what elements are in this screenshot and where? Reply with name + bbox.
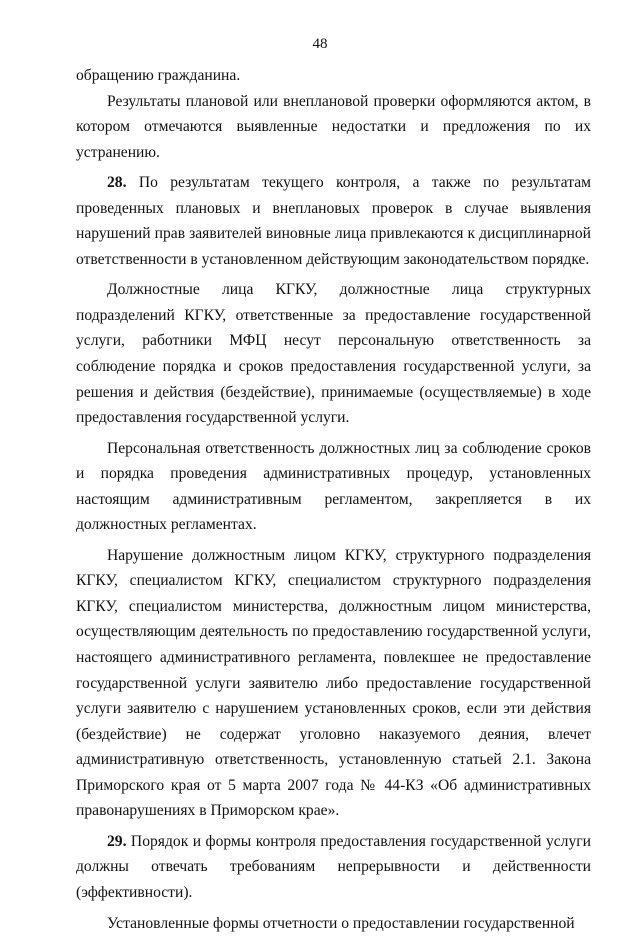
page-number: 48 — [0, 37, 640, 52]
paragraph-text: Персональная ответственность должностных лиц за соблюдение сроков и порядка проведения административных процедур, установленных настоящим административным регламентом, закрепляется в их должностных регламентах. — [76, 440, 591, 534]
paragraph-personal-responsibility — [76, 436, 591, 538]
paragraph-text: Порядок и формы контроля предоставления государственной услуги должны отвечать требованиям непрерывности и действенности (эффективности). — [76, 833, 591, 901]
paragraph-continuation — [76, 63, 591, 89]
paragraph-28 — [76, 170, 591, 272]
document-body — [76, 63, 591, 936]
paragraph-officials-responsibility — [76, 277, 591, 430]
paragraph-violation — [76, 543, 591, 824]
paragraph-inspection-results — [76, 89, 591, 166]
paragraph-text: обращению гражданина. — [76, 67, 240, 84]
paragraph-text: Результаты плановой или внеплановой проверки оформляются актом, в котором отмечаются выявленные недостатки и предложения по их устранению. — [76, 93, 591, 161]
clause-number: 28. — [107, 174, 127, 191]
paragraph-29 — [76, 829, 591, 906]
paragraph-text: Установленные формы отчетности о предоставлении государственной — [107, 915, 575, 932]
paragraph-text: Нарушение должностным лицом КГКУ, структурного подразделения КГКУ, специалистом КГКУ, специалистом структурного подразделения КГКУ, специалистом министерства, должностным лицом министерства, осуществляющим деятельность по предоставлению государственной услуги, настоящего административного регламента, повлекшее не предоставление государственной услуги заявителю либо предоставление государственной услуги заявителю с нарушением установленных сроков, если эти действия (бездействие) не содержат уголовно наказуемого деяния, влечет административную ответственность, установленную статьей 2.1. Закона Приморского края от 5 марта 2007 года № 44-КЗ «Об административных правонарушениях в Приморском крае». — [76, 547, 591, 819]
clause-number: 29. — [107, 833, 127, 850]
paragraph-text: Должностные лица КГКУ, должностные лица структурных подразделений КГКУ, ответственные за предоставление государственной услуги, работники МФЦ несут персональную ответственность за соблюдение порядка и сроков предоставления государственной услуги, за решения и действия (бездействие), принимаемые (осуществляемые) в ходе предоставления государственной услуги. — [76, 281, 591, 426]
paragraph-reporting-forms — [76, 911, 591, 936]
paragraph-text: По результатам текущего контроля, а также по результатам проведенных плановых и внеплановых проверок в случае выявления нарушений прав заявителей виновные лица привлекаются к дисциплинарной ответственности в установленном действующим законодательством порядке. — [76, 174, 591, 268]
